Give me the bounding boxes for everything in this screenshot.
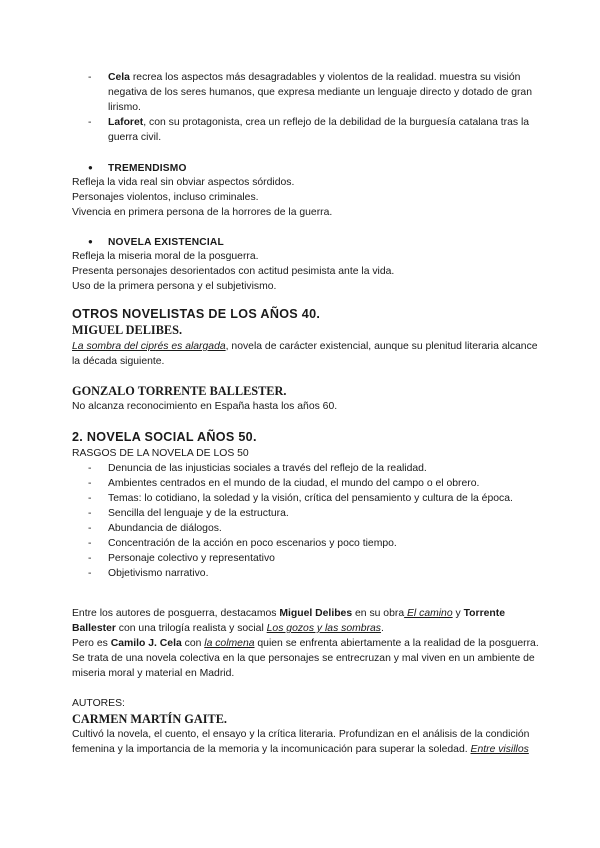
list-item: - Concentración de la acción en poco escenarios y poco tiempo. [88, 536, 540, 551]
torrente-text: No alcanza reconocimiento en España hasta los años 60. [72, 401, 338, 412]
list-item: - Ambientes centrados en el mundo de la ciudad, el mundo del campo o el obrero. [88, 476, 540, 491]
list-novelists-40s [88, 70, 540, 145]
list-item: - Sencilla del lenguaje y de la estructura. [88, 506, 540, 521]
martin-gaite-text: Cultivó la novela, el cuento, el ensayo y la crítica literaria. Profundizan en el análisis de la condición femenina y la importancia de la memoria y la incomunicación para superar la soledad. Entre visillos [72, 729, 530, 755]
heading-novela-social: 2. NOVELA SOCIAL AÑOS 50. [72, 430, 257, 444]
list-item: - Temas: lo cotidiano, la soledad y la visión, crítica del pensamiento y cultura de la época. [88, 491, 540, 506]
bullet-dot-icon: ● [88, 163, 94, 172]
heading-otros-novelistas: OTROS NOVELISTAS DE LOS AÑOS 40. [72, 307, 321, 321]
list-item: - Personaje colectivo y representativo [88, 551, 540, 566]
work-link-gozos[interactable]: Los gozos y las sombras [266, 623, 382, 634]
work-link-camino[interactable]: El camino [404, 608, 453, 619]
work-link-visillos[interactable]: Entre visillos [470, 744, 529, 755]
heading-existencial: ● NOVELA EXISTENCIAL [88, 234, 540, 250]
author-heading-martin-gaite: CARMEN MARTÍN GAITE. [72, 712, 227, 726]
list-item-cela: - Cela recrea los aspectos más desagradables y violentos de la realidad. muestra su visión negativa de los seres humanos, que expresa mediante un lenguaje directo y dotado de gran lirismo. [88, 70, 540, 115]
paragraph-cela: Pero es Camilo J. Cela con la colmena quien se enfrenta abiertamente a la realidad de la posguerra. Se trata de una novela colectiva en la que personajes se entrecruzan y mal viven en un ambiente de miseria moral y material en Madrid. [72, 638, 539, 679]
label-autores: AUTORES: [72, 698, 125, 709]
tremendismo-text: Refleja la vida real sin obviar aspectos sórdidos. Personajes violentos, incluso criminales. Vivencia en primera persona de la horrores de la guerra. [72, 177, 333, 218]
heading-tremendismo: ● TREMENDISMO [88, 160, 540, 176]
existencial-text: Refleja la miseria moral de la posguerra. Presenta personajes desorientados con actitud pesimista ante la vida. Uso de la primera persona y el subjetivismo. [72, 251, 395, 292]
work-link-colmena[interactable]: la colmena [204, 638, 255, 649]
paragraph-autores-posguerra: Entre los autores de posguerra, destacamos Miguel Delibes en su obra El camino y Torrente Ballester con una trilogía realista y social Los gozos y las sombras. [72, 608, 505, 634]
list-item-laforet: - Laforet, con su protagonista, crea un reflejo de la debilidad de la burguesía catalana tras la guerra civil. [88, 115, 540, 145]
author-heading-delibes: MIGUEL DELIBES. [72, 323, 183, 337]
work-link-sombra[interactable]: La sombra del ciprés es alargada [72, 341, 226, 352]
list-item: - Abundancia de diálogos. [88, 521, 540, 536]
list-item: - Objetivismo narrativo. [88, 566, 540, 581]
bullet-dot-icon: ● [88, 237, 94, 246]
delibes-text: La sombra del ciprés es alargada, novela de carácter existencial, aunque su plenitud literaria alcance la década siguiente. [72, 341, 538, 367]
list-item: - Denuncia de las injusticias sociales a través del reflejo de la realidad. [88, 461, 540, 476]
author-heading-torrente: GONZALO TORRENTE BALLESTER. [72, 384, 287, 398]
list-rasgos [88, 461, 540, 581]
subheading-rasgos: RASGOS DE LA NOVELA DE LOS 50 [72, 448, 249, 459]
